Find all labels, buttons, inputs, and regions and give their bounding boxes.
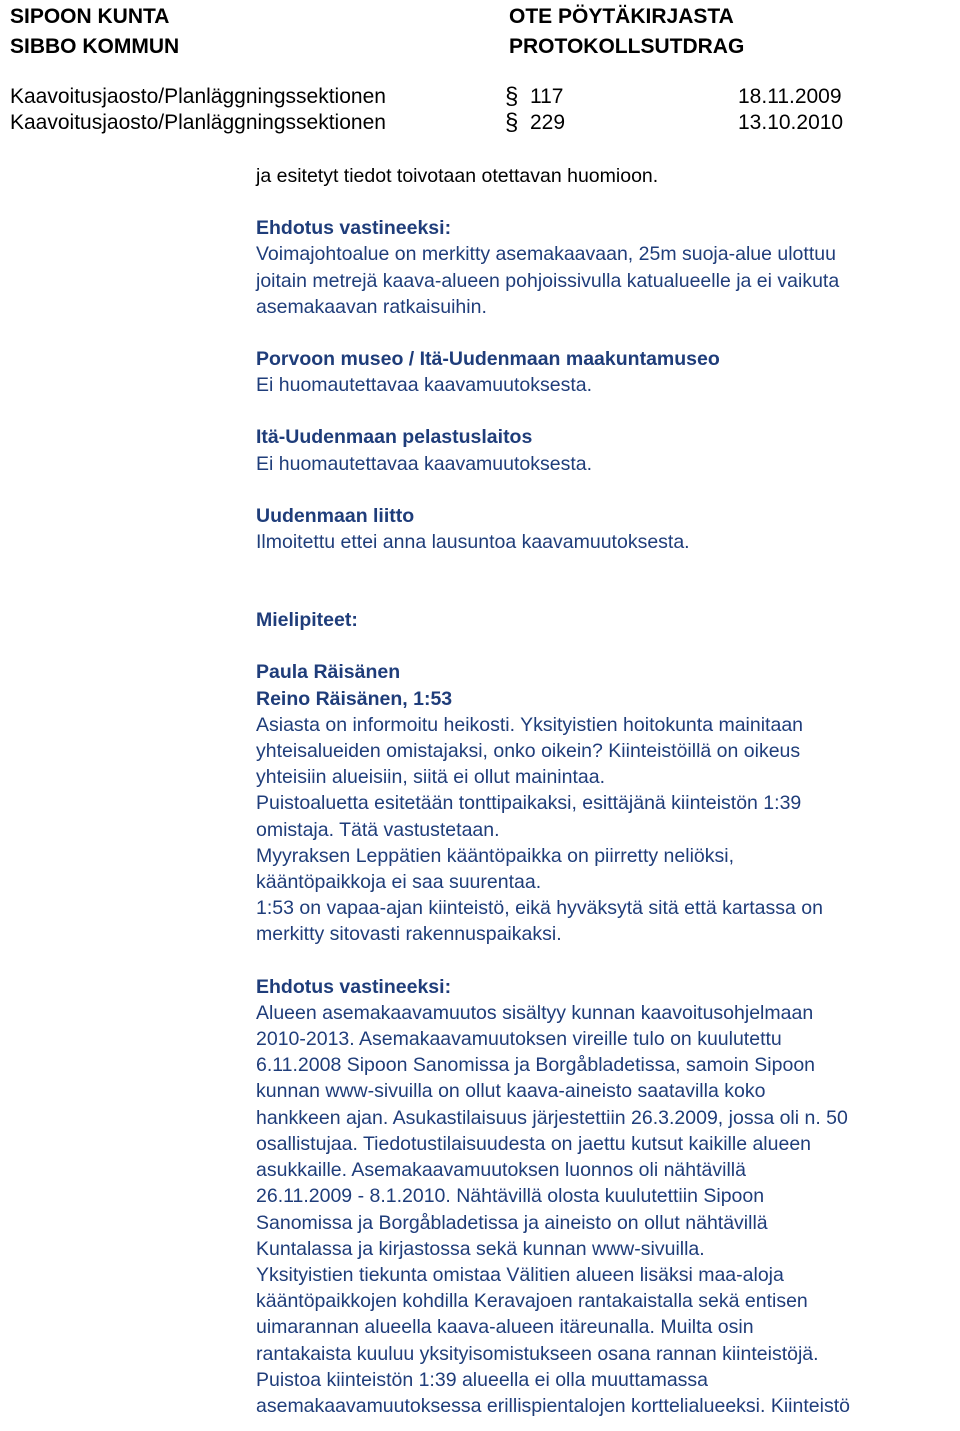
organization-name (10, 2, 179, 62)
reply2-line: 6.11.2008 Sipoon Sanomissa ja Borgåbladetissa, samoin Sipoon (256, 1054, 816, 1077)
opinions-heading: Mielipiteet: (256, 609, 358, 632)
opinion-line: Puistoaluetta esitetään tonttipaikaksi, esittäjänä kiinteistön 1:39 (256, 792, 802, 815)
reply2-line: 2010-2013. Asemakaavamuutoksen vireille tulo on kuulutettu (256, 1028, 782, 1051)
statement-text-porvoo: Ei huomautettavaa kaavamuutoksesta. (256, 374, 593, 397)
doc-type-sv: PROTOKOLLSUTDRAG (509, 35, 745, 58)
opinion-line: yhteisiin alueisiin, siitä ei ollut mainintaa. (256, 766, 606, 789)
reply-line: Voimajohtoalue on merkitty asemakaavaan, 25m suoja-alue ulottuu (256, 243, 836, 266)
reply2-line: kunnan www-sivuilla on ollut kaava-aineisto saatavilla koko (256, 1080, 766, 1103)
reply2-line: Sanomissa ja Borgåbladetissa ja aineisto on ollut nähtävillä (256, 1211, 768, 1234)
reply2-line: Puistoa kiinteistön 1:39 alueella ei olla muuttamassa (256, 1368, 709, 1391)
opinion-line: Myyraksen Leppätien kääntöpaikka on piirretty neliöksi, (256, 844, 735, 867)
section-number-row-1: 117 (530, 85, 564, 108)
opinion-line: yhteisalueiden omistajaksi, onko oikein? Kiinteistöillä on oikeus (256, 740, 801, 763)
opinion-line: Asiasta on informoitu heikosti. Yksityistien hoitokunta mainitaan (256, 713, 804, 736)
reply2-line: hankkeen ajan. Asukastilaisuus järjestettiin 26.3.2009, jossa oli n. 50 (256, 1106, 848, 1129)
reply2-line: 26.11.2009 - 8.1.2010. Nähtävillä olosta kuulutettiin Sipoon (256, 1185, 765, 1208)
statement-heading-porvoo: Porvoon museo / Itä-Uudenmaan maakuntamuseo (256, 348, 720, 371)
reply-line: joitain metrejä kaava-alueen pohjoissivulla katualueelle ja ei vaikuta (256, 269, 840, 292)
intro-text: ja esitetyt tiedot toivotaan otettavan huomioon. (256, 165, 659, 187)
opinion-author-2: Reino Räisänen, 1:53 (256, 687, 453, 710)
document-type (509, 2, 744, 62)
section-name-row-1: Kaavoitusjaosto/Planläggningssektionen (10, 85, 386, 108)
statement-heading-liitto: Uudenmaan liitto (256, 504, 415, 527)
reply2-line: asukkaille. Asemakaavamuutoksen luonnos oli nähtävillä (256, 1159, 746, 1182)
opinion-author-1: Paula Räisänen (256, 661, 401, 684)
reply-heading-2: Ehdotus vastineeksi: (256, 975, 452, 998)
opinion-line: 1:53 on vapaa-ajan kiinteistö, eikä hyväksytä sitä että kartassa on (256, 897, 823, 920)
opinion-line: kääntöpaikkoja ei saa suurentaa. (256, 871, 542, 894)
reply2-line: Alueen asemakaavamuutos sisältyy kunnan kaavoitusohjelmaan (256, 1001, 814, 1024)
doc-type-fi: OTE PÖYTÄKIRJASTA (509, 5, 734, 28)
reply2-line: Kuntalassa ja kirjastossa sekä kunnan www-sivuilla. (256, 1237, 705, 1260)
section-name-row-2: Kaavoitusjaosto/Planläggningssektionen (10, 111, 386, 134)
reply2-line: osallistujaa. Tiedotustilaisuudesta on jaettu kutsut kaikille alueen (256, 1132, 812, 1155)
statement-text-pelastus: Ei huomautettavaa kaavamuutoksesta. (256, 452, 593, 475)
reply2-line: Yksityistien tiekunta omistaa Välitien alueen lisäksi maa-aloja (256, 1263, 784, 1286)
statement-text-liitto: Ilmoitettu ettei anna lausuntoa kaavamuutoksesta. (256, 531, 690, 554)
reply-heading: Ehdotus vastineeksi: (256, 217, 452, 240)
statement-heading-pelastus: Itä-Uudenmaan pelastuslaitos (256, 426, 533, 449)
org-name-sv: SIBBO KOMMUN (10, 35, 180, 58)
opinion-line: merkitty sitovasti rakennuspaikaksi. (256, 923, 562, 946)
org-name-fi: SIPOON KUNTA (10, 5, 170, 28)
reply2-line: kääntöpaikkojen kohdilla Keravajoen rantakaistalla sekä entisen (256, 1290, 808, 1313)
reply2-line: uimarannan alueella kaava-alueen itäreunalla. Muilta osin (256, 1316, 754, 1339)
reply2-line: rantakaista kuuluu yksityisomistukseen osana rannan kiinteistöjä. (256, 1342, 819, 1365)
section-date-row-2: 13.10.2010 (738, 111, 844, 134)
section-number-row-2: 229 (530, 111, 566, 134)
opinion-line: omistaja. Tätä vastustetaan. (256, 818, 500, 841)
reply2-line: asemakaavamuutoksessa erillispientalojen korttelialueeksi. Kiinteistö (256, 1394, 850, 1417)
document-body (256, 163, 952, 1419)
paragraph-sign-icon: § (505, 109, 519, 136)
reply-line: asemakaavan ratkaisuihin. (256, 295, 487, 318)
paragraph-sign-icon: § (505, 83, 519, 110)
section-date-row-1: 18.11.2009 (738, 85, 842, 108)
